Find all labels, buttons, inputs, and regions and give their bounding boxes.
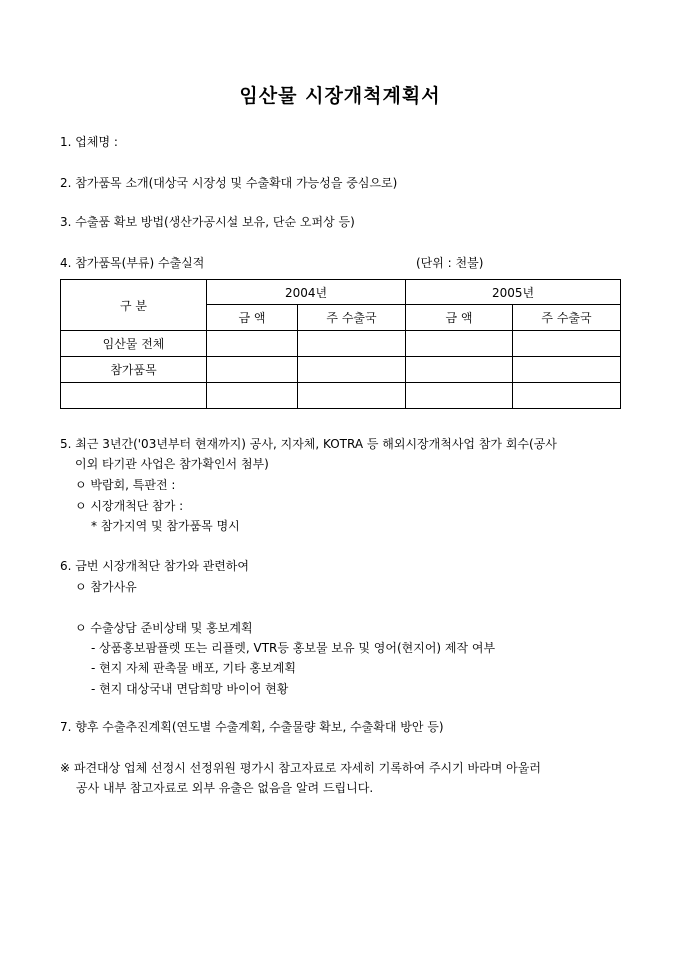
row-label: 참가품목 [61, 357, 207, 383]
section-2-product-intro: 2. 참가품목 소개(대상국 시장성 및 수출확대 가능성을 중심으로) [60, 176, 398, 190]
header-year-2005: 2005년 [406, 280, 621, 305]
section-7-future-plan: 7. 향후 수출추진계획(연도별 수출계획, 수출물량 확보, 수출확대 방안 등) [60, 720, 444, 734]
table-row [61, 331, 621, 357]
section-6-sub-brochure: - 상품홍보팜플렛 또는 리플렛, VTR등 홍보물 보유 및 영어(현지어) 제작 여부 [91, 641, 496, 655]
cell-empty [406, 331, 513, 357]
header-year-2004: 2004년 [207, 280, 406, 305]
cell-empty [207, 331, 298, 357]
cell-empty [513, 331, 621, 357]
section-4-export-record: 4. 참가품목(부류) 수출실적 [60, 256, 205, 270]
cell-empty [406, 357, 513, 383]
document-title: 임산물 시장개척계획서 [239, 85, 441, 107]
unit-label: (단위 : 천불) [416, 256, 484, 270]
section-5-line-2: 이외 타기관 사업은 참가확인서 첨부) [75, 457, 269, 471]
cell-empty [207, 357, 298, 383]
cell-empty [298, 383, 406, 409]
section-5-line-1: 5. 최근 3년간('03년부터 현재까지) 공사, 지자체, KOTRA 등 해외시장개척사업 참가 회수(공사 [60, 437, 557, 451]
header-country-2004: 주 수출국 [298, 305, 406, 331]
cell-empty [298, 357, 406, 383]
header-amount-2005: 금 액 [406, 305, 513, 331]
footnote-line-1: ※ 파견대상 업체 선정시 선정위원 평가시 참고자료로 자세히 기록하여 주시기 바라며 아울러 [60, 761, 541, 775]
header-country-2005: 주 수출국 [513, 305, 621, 331]
section-5-item-mission: ㅇ 시장개척단 참가 : [75, 499, 184, 513]
header-amount-2004: 금 액 [207, 305, 298, 331]
header-category: 구 분 [61, 280, 207, 331]
section-6-heading: 6. 금번 시장개척단 참가와 관련하여 [60, 559, 249, 573]
section-3-supply-method: 3. 수출품 확보 방법(생산가공시설 보유, 단순 오퍼상 등) [60, 215, 355, 229]
row-label: 임산물 전체 [61, 331, 207, 357]
section-5-item-fair: ㅇ 박람회, 특판전 : [75, 478, 176, 492]
cell-empty [513, 357, 621, 383]
cell-empty [207, 383, 298, 409]
table-row [61, 357, 621, 383]
cell-empty [298, 331, 406, 357]
section-6-sub-buyers: - 현지 대상국내 면담희망 바이어 현황 [91, 682, 289, 696]
footnote-line-2: 공사 내부 참고자료로 외부 유출은 없음을 알려 드립니다. [76, 781, 374, 795]
export-record-table [60, 279, 621, 409]
section-6-item-promotion: ㅇ 수출상담 준비상태 및 홍보계획 [75, 621, 253, 635]
section-5-note: * 참가지역 및 참가품목 명시 [91, 519, 240, 533]
section-1-company-name: 1. 업체명 : [60, 135, 118, 149]
section-6-item-reason: ㅇ 참가사유 [75, 580, 137, 594]
cell-empty [513, 383, 621, 409]
table-row [61, 383, 621, 409]
section-6-sub-promo: - 현지 자체 판촉물 배포, 기타 홍보계획 [91, 661, 296, 675]
cell-empty [406, 383, 513, 409]
row-label [61, 383, 207, 409]
